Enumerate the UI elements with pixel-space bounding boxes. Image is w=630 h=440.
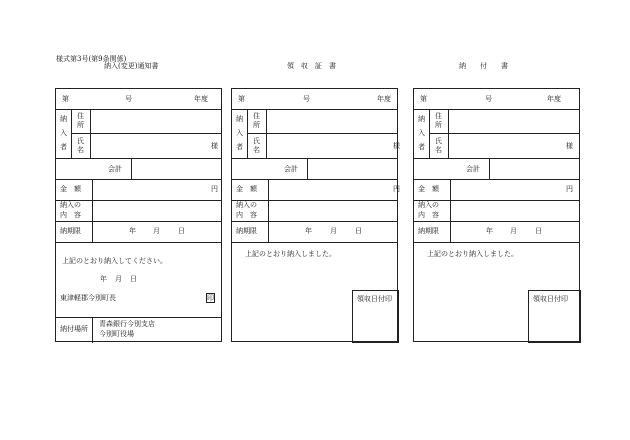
address-label-1: 住 [253, 112, 260, 120]
fiscal-year-label: 年度 [547, 95, 561, 103]
address-label-1: 住 [77, 112, 84, 120]
yen-label: 円 [566, 185, 573, 193]
content-label-2: 内 容 [236, 211, 257, 219]
deadline-year: 年 [129, 227, 136, 235]
panel-title-notice: 納入(変更)通知書 [104, 62, 159, 70]
account-label: 会計 [284, 165, 298, 173]
receipt-date-stamp-box [352, 290, 399, 343]
yen-label: 円 [211, 185, 218, 193]
yen-label: 円 [393, 185, 400, 193]
content-label-1: 納入の [236, 201, 257, 209]
instruction-message: 上記のとおり納入してください。 [62, 257, 167, 265]
fiscal-year-label: 年度 [377, 95, 391, 103]
amount-label: 金 額 [60, 185, 81, 193]
honorific: 様 [393, 142, 400, 150]
fiscal-year-label: 年度 [194, 95, 208, 103]
deadline-month: 月 [510, 227, 517, 235]
deadline-label: 納期限 [418, 227, 439, 235]
issue-year: 年 [100, 275, 107, 283]
payer-label-3: 者 [236, 143, 243, 151]
payment-place-bank: 青森銀行今別支店 [99, 320, 155, 328]
notice-panel [55, 88, 222, 342]
amount-label: 金 額 [236, 185, 257, 193]
deadline-day: 日 [178, 227, 185, 235]
payer-label-3: 者 [60, 143, 67, 151]
go-label: 号 [125, 95, 132, 103]
receipt-date-stamp-label: 領収日付印 [533, 295, 568, 303]
number-label: 第 [238, 95, 245, 103]
account-label: 会計 [108, 165, 122, 173]
name-label-2: 名 [253, 146, 260, 154]
payer-label-2: 入 [418, 129, 425, 137]
name-label-2: 名 [77, 146, 84, 154]
address-label-2: 所 [253, 121, 260, 129]
address-label-2: 所 [435, 121, 442, 129]
deadline-month: 月 [330, 227, 337, 235]
number-label: 第 [420, 95, 427, 103]
receipt-date-stamp-box [528, 290, 581, 343]
name-label-1: 氏 [77, 137, 84, 145]
content-label-1: 納入の [60, 201, 81, 209]
payment-slip-panel [413, 88, 580, 342]
receipt-message: 上記のとおり納入しました。 [245, 250, 336, 258]
payment-message: 上記のとおり納入しました。 [427, 250, 518, 258]
name-label-2: 名 [435, 146, 442, 154]
go-label: 号 [485, 95, 492, 103]
deadline-year: 年 [486, 227, 493, 235]
deadline-year: 年 [305, 227, 312, 235]
deadline-day: 日 [355, 227, 362, 235]
name-label-1: 氏 [253, 137, 260, 145]
amount-label: 金 額 [418, 185, 439, 193]
deadline-month: 月 [153, 227, 160, 235]
seal-mark: 印 [207, 294, 214, 302]
payer-label-1: 納 [60, 115, 67, 123]
number-label: 第 [62, 95, 69, 103]
honorific: 様 [211, 142, 218, 150]
content-label-2: 内 容 [418, 211, 439, 219]
panel-title-payment-slip: 納 付 書 [459, 62, 508, 70]
payer-label-1: 納 [418, 115, 425, 123]
payer-label-2: 入 [60, 129, 67, 137]
payer-label-1: 納 [236, 115, 243, 123]
deadline-label: 納期限 [236, 227, 257, 235]
deadline-day: 日 [535, 227, 542, 235]
address-label-1: 住 [435, 112, 442, 120]
content-label-1: 納入の [418, 201, 439, 209]
honorific: 様 [566, 142, 573, 150]
receipt-date-stamp-label: 領収日付印 [357, 295, 392, 303]
name-label-1: 氏 [435, 137, 442, 145]
content-label-2: 内 容 [60, 211, 81, 219]
panel-title-receipt: 領 収 証 書 [287, 62, 336, 70]
address-label-2: 所 [77, 121, 84, 129]
payment-place-label: 納付場所 [60, 325, 88, 333]
payer-label-2: 入 [236, 129, 243, 137]
payer-label-3: 者 [418, 143, 425, 151]
go-label: 号 [303, 95, 310, 103]
issue-day: 日 [130, 275, 137, 283]
issue-month: 月 [115, 275, 122, 283]
form-code: 様式第3号(第9条関係) [56, 55, 127, 63]
deadline-label: 納期限 [60, 227, 81, 235]
issuer-name: 東津軽郡今別町長 [60, 294, 116, 302]
payment-place-office: 今別町役場 [99, 330, 134, 338]
receipt-panel [231, 88, 398, 342]
account-label: 会計 [466, 165, 480, 173]
